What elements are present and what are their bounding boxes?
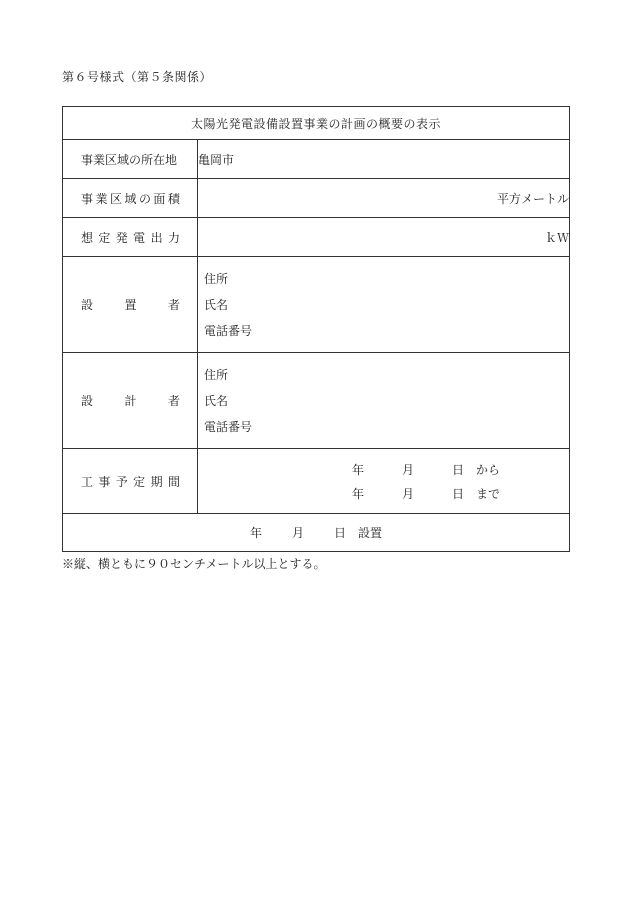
install-month-label: 月 [291,526,304,540]
label-char: 出 [150,230,163,245]
period-label [63,449,198,514]
installer-details [198,257,570,353]
label-char: 置 [124,298,137,312]
header-row [63,107,570,140]
location-value: 亀岡市 [198,140,570,179]
designer-address-label: 住所 [204,367,229,382]
output-label-chars [63,229,197,246]
end-year-label: 年 [352,486,365,501]
output-unit: ｋＷ [198,218,570,257]
label-char: 事 [81,191,94,206]
designer-phone-label: 電話番号 [204,419,253,434]
location-label [63,140,198,179]
end-day-label: 日 [452,486,465,501]
designer-name-label: 氏名 [204,393,229,408]
label-char: 期 [150,474,163,489]
output-label [63,218,198,257]
label-char: 設 [81,298,94,312]
start-day-label: 日 [452,462,465,477]
install-year-label: 年 [249,526,262,540]
install-day-label: 日 [334,526,347,540]
label-char: 者 [167,298,180,312]
label-char: 予 [115,474,128,489]
period-end [198,481,569,505]
label-char: 積 [167,191,180,206]
output-row [63,218,570,257]
label-char: 定 [133,474,146,489]
location-row [63,140,570,179]
designer-label-chars [63,392,197,409]
size-note: ※縦、横ともに９０センチメートル以上とする。 [62,557,326,571]
installer-label [63,257,198,353]
designer-row [63,353,570,449]
installation-date [63,514,570,552]
label-char: 面 [153,191,166,206]
form-number: 第６号様式（第５条関係） [62,70,213,84]
area-row [63,179,570,218]
installer-address-label: 住所 [204,271,229,286]
label-char: 業 [95,191,108,206]
label-char: 事 [98,474,111,489]
period-dates [198,449,570,514]
install-suffix: 設置 [358,526,383,540]
label-char: 者 [167,394,180,408]
label-char: 区 [109,191,122,206]
installer-name-label: 氏名 [204,297,229,312]
installer-phone-label: 電話番号 [204,323,253,338]
area-label-chars [63,190,197,207]
installation-date-line [63,524,569,541]
from-label: から [476,462,501,477]
label-char: 発 [115,230,128,245]
plan-summary-table [62,106,570,552]
label-char: 計 [124,394,137,408]
label-char: 工 [81,474,94,489]
period-label-chars [63,473,197,490]
designer-details [198,353,570,449]
table-header: 太陽光発電設備設置事業の計画の概要の表示 [63,107,570,140]
start-month-label: 月 [402,462,415,477]
location-label-text: 事業区域の所在地 [81,152,178,167]
label-char: 力 [167,230,180,245]
to-label: まで [476,486,501,501]
label-char: 定 [98,230,111,245]
period-row [63,449,570,514]
installer-label-chars [63,296,197,313]
period-start [198,457,569,481]
area-unit: 平方メートル [198,179,570,218]
label-char: 電 [133,230,146,245]
label-char: 想 [81,230,94,245]
start-year-label: 年 [352,462,365,477]
installation-date-row [63,514,570,552]
label-char: 設 [81,394,94,408]
label-char: 域 [124,191,137,206]
label-char: の [138,191,151,206]
label-char: 間 [167,474,180,489]
installer-row [63,257,570,353]
end-month-label: 月 [402,486,415,501]
area-label [63,179,198,218]
designer-label [63,353,198,449]
